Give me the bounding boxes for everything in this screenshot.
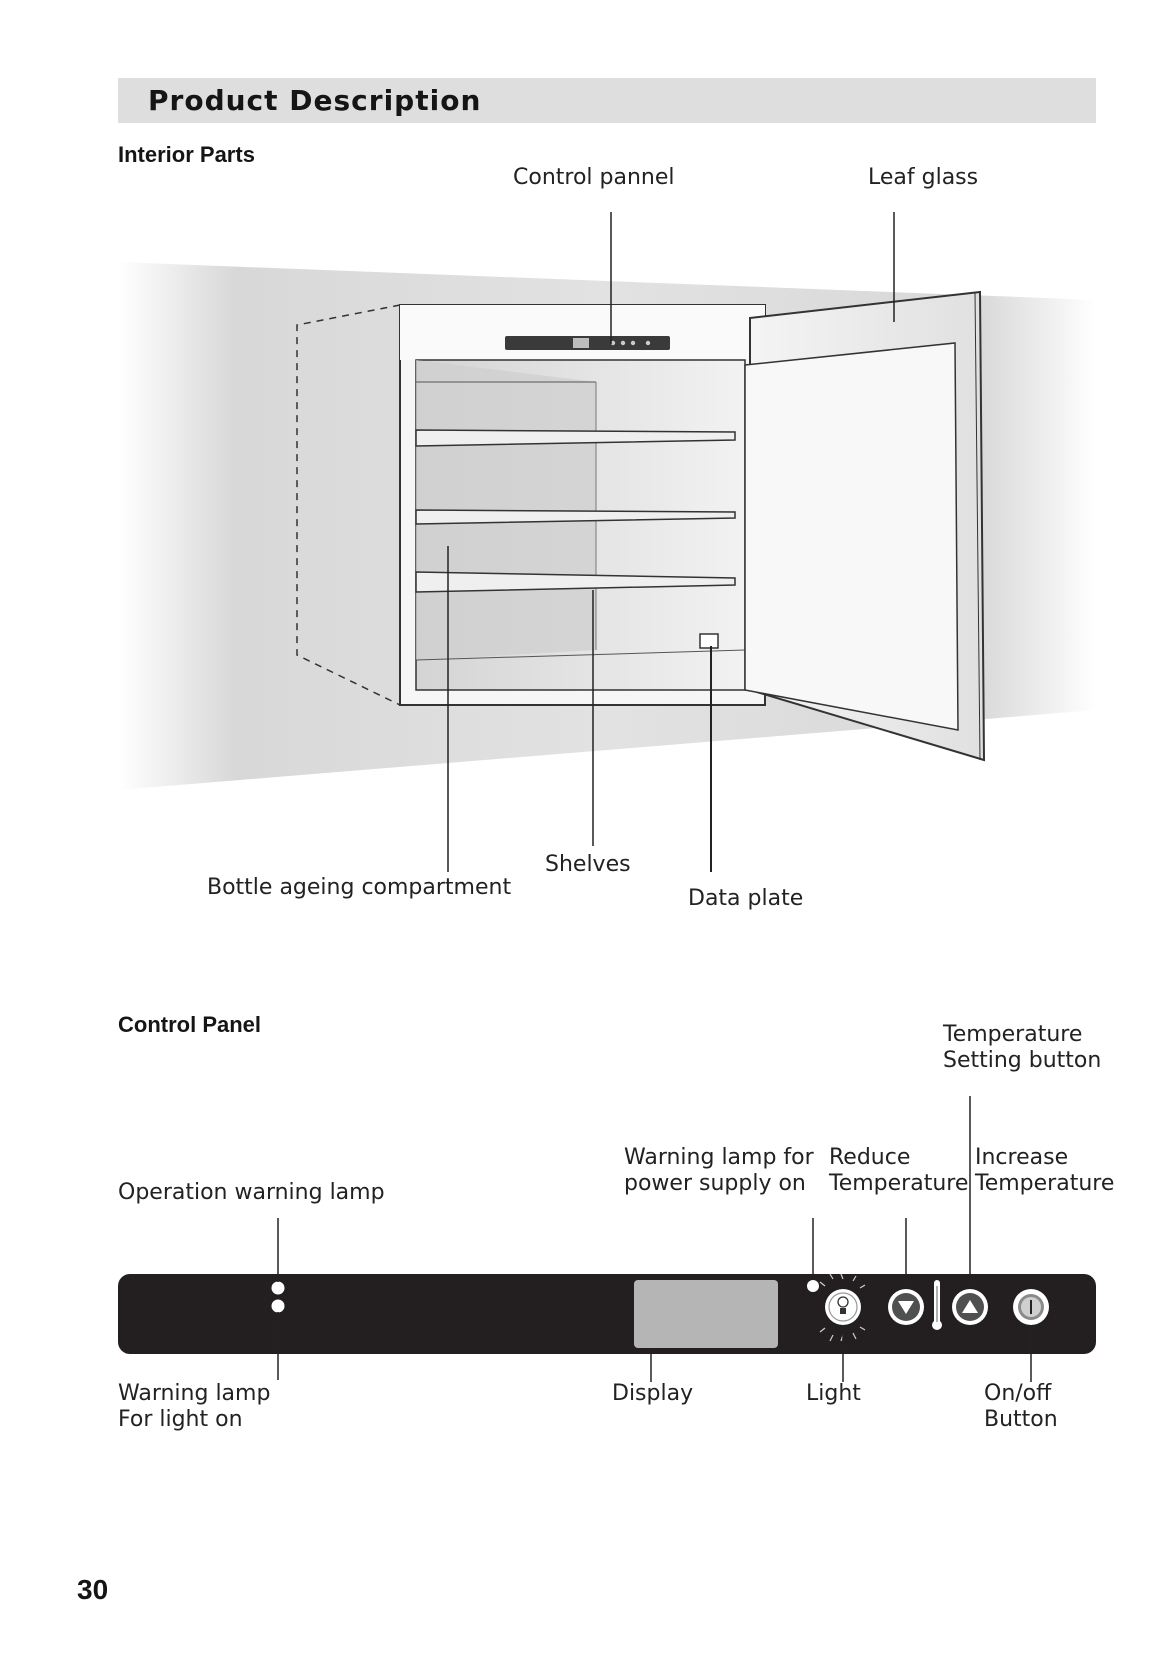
label-reduce-line2: Temperature — [829, 1171, 969, 1196]
label-shelves: Shelves — [545, 852, 631, 877]
label-reduce-line1: Reduce — [829, 1145, 911, 1170]
label-display: Display — [612, 1381, 694, 1406]
label-operation-warning-lamp: Operation warning lamp — [118, 1180, 385, 1205]
label-bottle-compartment: Bottle ageing compartment — [207, 875, 512, 900]
interior-parts-heading: Interior Parts — [118, 142, 255, 167]
data-plate-marker — [700, 634, 718, 648]
display-screen — [634, 1280, 778, 1348]
label-light-lamp-line1: Warning lamp — [118, 1381, 271, 1406]
label-onoff-line1: On/off — [984, 1381, 1052, 1406]
label-light-lamp-line2: For light on — [118, 1407, 243, 1432]
light-warning-lamp — [272, 1300, 285, 1313]
control-panel-bar — [118, 1274, 1096, 1354]
label-power-lamp-line1: Warning lamp for — [624, 1145, 814, 1170]
label-data-plate: Data plate — [688, 886, 804, 911]
page-number: 30 — [77, 1574, 109, 1605]
control-panel-heading: Control Panel — [118, 1012, 262, 1037]
label-control-panel: Control pannel — [513, 165, 675, 190]
label-power-lamp-line2: power supply on — [624, 1171, 806, 1196]
label-temp-setting-line1: Temperature — [943, 1022, 1083, 1047]
label-temp-setting-line2: Setting button — [943, 1048, 1102, 1073]
label-increase-line2: Temperature — [975, 1171, 1115, 1196]
label-onoff-line2: Button — [984, 1407, 1058, 1432]
label-light: Light — [806, 1381, 861, 1406]
label-increase-line1: Increase — [975, 1145, 1069, 1170]
page-title: Product Description — [148, 84, 482, 117]
operation-warning-lamp — [272, 1282, 285, 1295]
label-leaf-glass: Leaf glass — [868, 165, 979, 190]
power-supply-lamp — [807, 1280, 819, 1292]
